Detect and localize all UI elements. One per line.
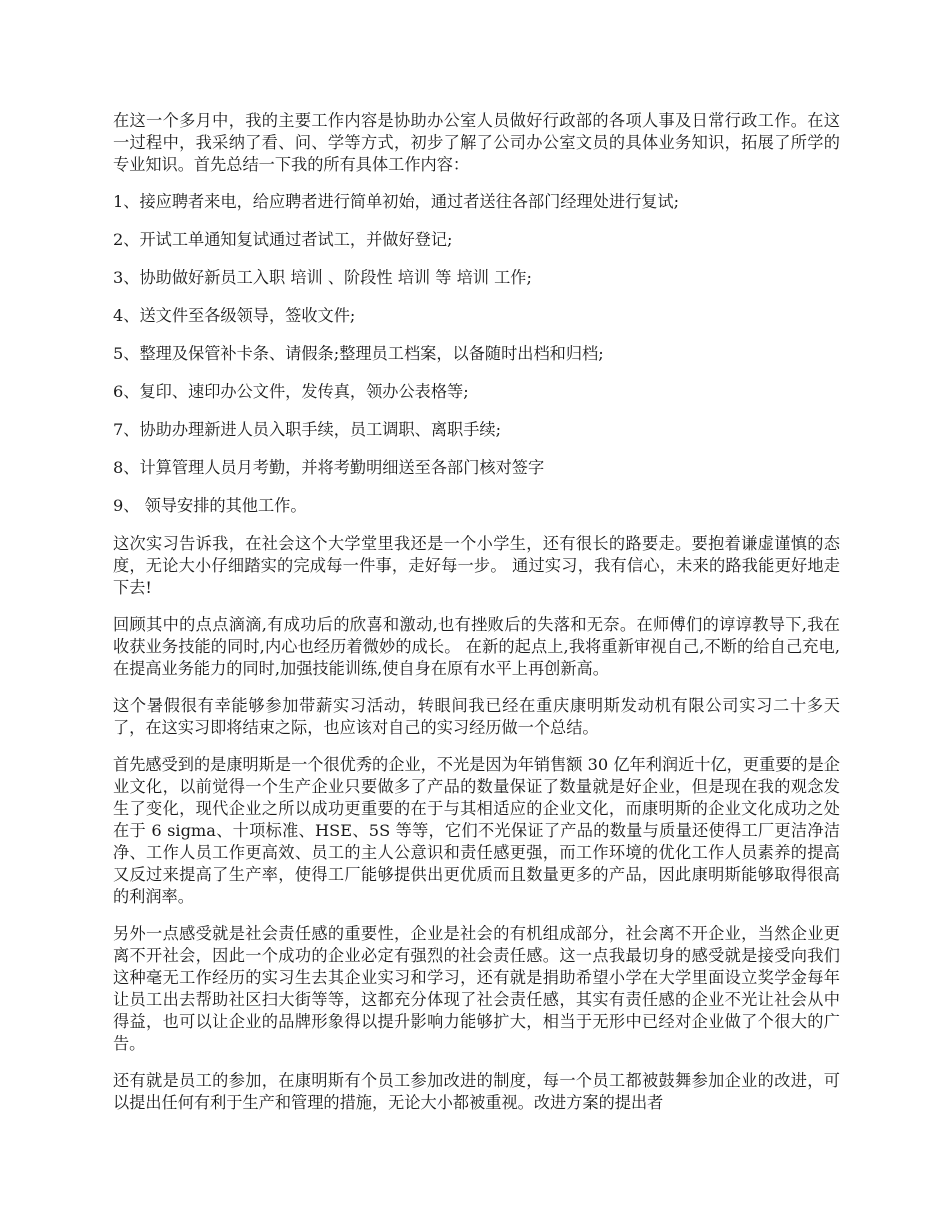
document-page [113,110,840,1129]
task-item-6: 6、复印、速印办公文件，发传真，领办公表格等; [113,382,469,401]
task-item-5: 5、整理及保管补卡条、请假条;整理员工档案，以备随时出档和归档; [113,344,604,363]
intro-paragraph: 在这一个多月中，我的主要工作内容是协助办公室人员做好行政部的各项人事及日常行政工作。在这一过程中，我采纳了看、问、学等方式，初步了解了公司办公室文员的具体业务知识，拓展了所学的专业知识。首先总结一下我的所有具体工作内容： [113,111,840,174]
task-item-3: 3、协助做好新员工入职 培训 、阶段性 培训 等 培训 工作; [113,268,532,287]
task-item-8: 8、计算管理人员月考勤，并将考勤明细送至各部门核对签字 [113,458,545,477]
social-responsibility-paragraph: 另外一点感受就是社会责任感的重要性，企业是社会的有机组成部分，社会离不开企业，当然企业更离不开社会，因此一个成功的企业必定有强烈的社会责任感。这一点我最切身的感受就是接受向我们这种毫无工作经历的实习生去其企业实习和学习，还有就是捐助希望小学在大学里面设立奖学金每年让员工出去帮助社区扫大街等等，这都充分体现了社会责任感，其实有责任感的企业不光让社会从中得益，也可以让企业的品牌形象得以提升影响力能够扩大，相当于无形中已经对企业做了个很大的广告。 [113,924,840,1053]
task-item-9: 9、 领导安排的其他工作。 [113,496,307,515]
employee-participation-paragraph: 还有就是员工的参加，在康明斯有个员工参加改进的制度，每一个员工都被鼓舞参加企业的改进，可以提出任何有利于生产和管理的措施，无论大小都被重视。改进方案的提出者 [113,1071,840,1112]
internship-summary-paragraph: 这个暑假很有幸能够参加带薪实习活动，转眼间我已经在重庆康明斯发动机有限公司实习二十多天了，在这实习即将结束之际，也应该对自己的实习经历做一个总结。 [113,696,840,737]
task-item-1: 1、接应聘者来电，给应聘者进行简单初始，通过者送往各部门经理处进行复试; [113,192,680,211]
reflection-paragraph: 这次实习告诉我，在社会这个大学堂里我还是一个小学生，还有很长的路要走。要抱着谦虚谨慎的态度，无论大小仔细踏实的完成每一件事，走好每一步。 通过实习，我有信心，未来的路我能更好地走下去! [113,534,840,597]
review-paragraph: 回顾其中的点点滴滴,有成功后的欣喜和激动,也有挫败后的失落和无奈。在师傅们的谆谆教导下,我在收获业务技能的同时,内心也经历着微妙的成长。 在新的起点上,我将重新审视自己,不断的给自己充电,在提高业务能力的同时,加强技能训练,使自身在原有水平上再创新高。 [113,615,840,678]
task-item-2: 2、开试工单通知复试通过者试工，并做好登记; [113,230,453,249]
task-list [113,191,840,517]
task-item-7: 7、协助办理新进人员入职手续，员工调职、离职手续; [113,420,502,439]
company-culture-paragraph: 首先感受到的是康明斯是一个很优秀的企业，不光是因为年销售额 30 亿年利润近十亿，更重要的是企业文化，以前觉得一个生产企业只要做多了产品的数量保证了数量就是好企业，但是现在我的观念发生了变化，现代企业之所以成功更重要的在于与其相适应的企业文化，而康明斯的企业文化成功之处在于 6 sigma、十项标准、HSE、5S 等等，它们不光保证了产品的数量与质量还使得工厂更洁净洁净、工作人员工作更高效、员工的主人公意识和责任感更强，而工作环境的优化工作人员素养的提高又反过来提高了生产率，使得工厂能够提供出更优质而且数量更多的产品，因此康明斯能够取得很高的利润率。 [113,755,840,906]
task-item-4: 4、送文件至各级领导，签收文件; [113,306,356,325]
